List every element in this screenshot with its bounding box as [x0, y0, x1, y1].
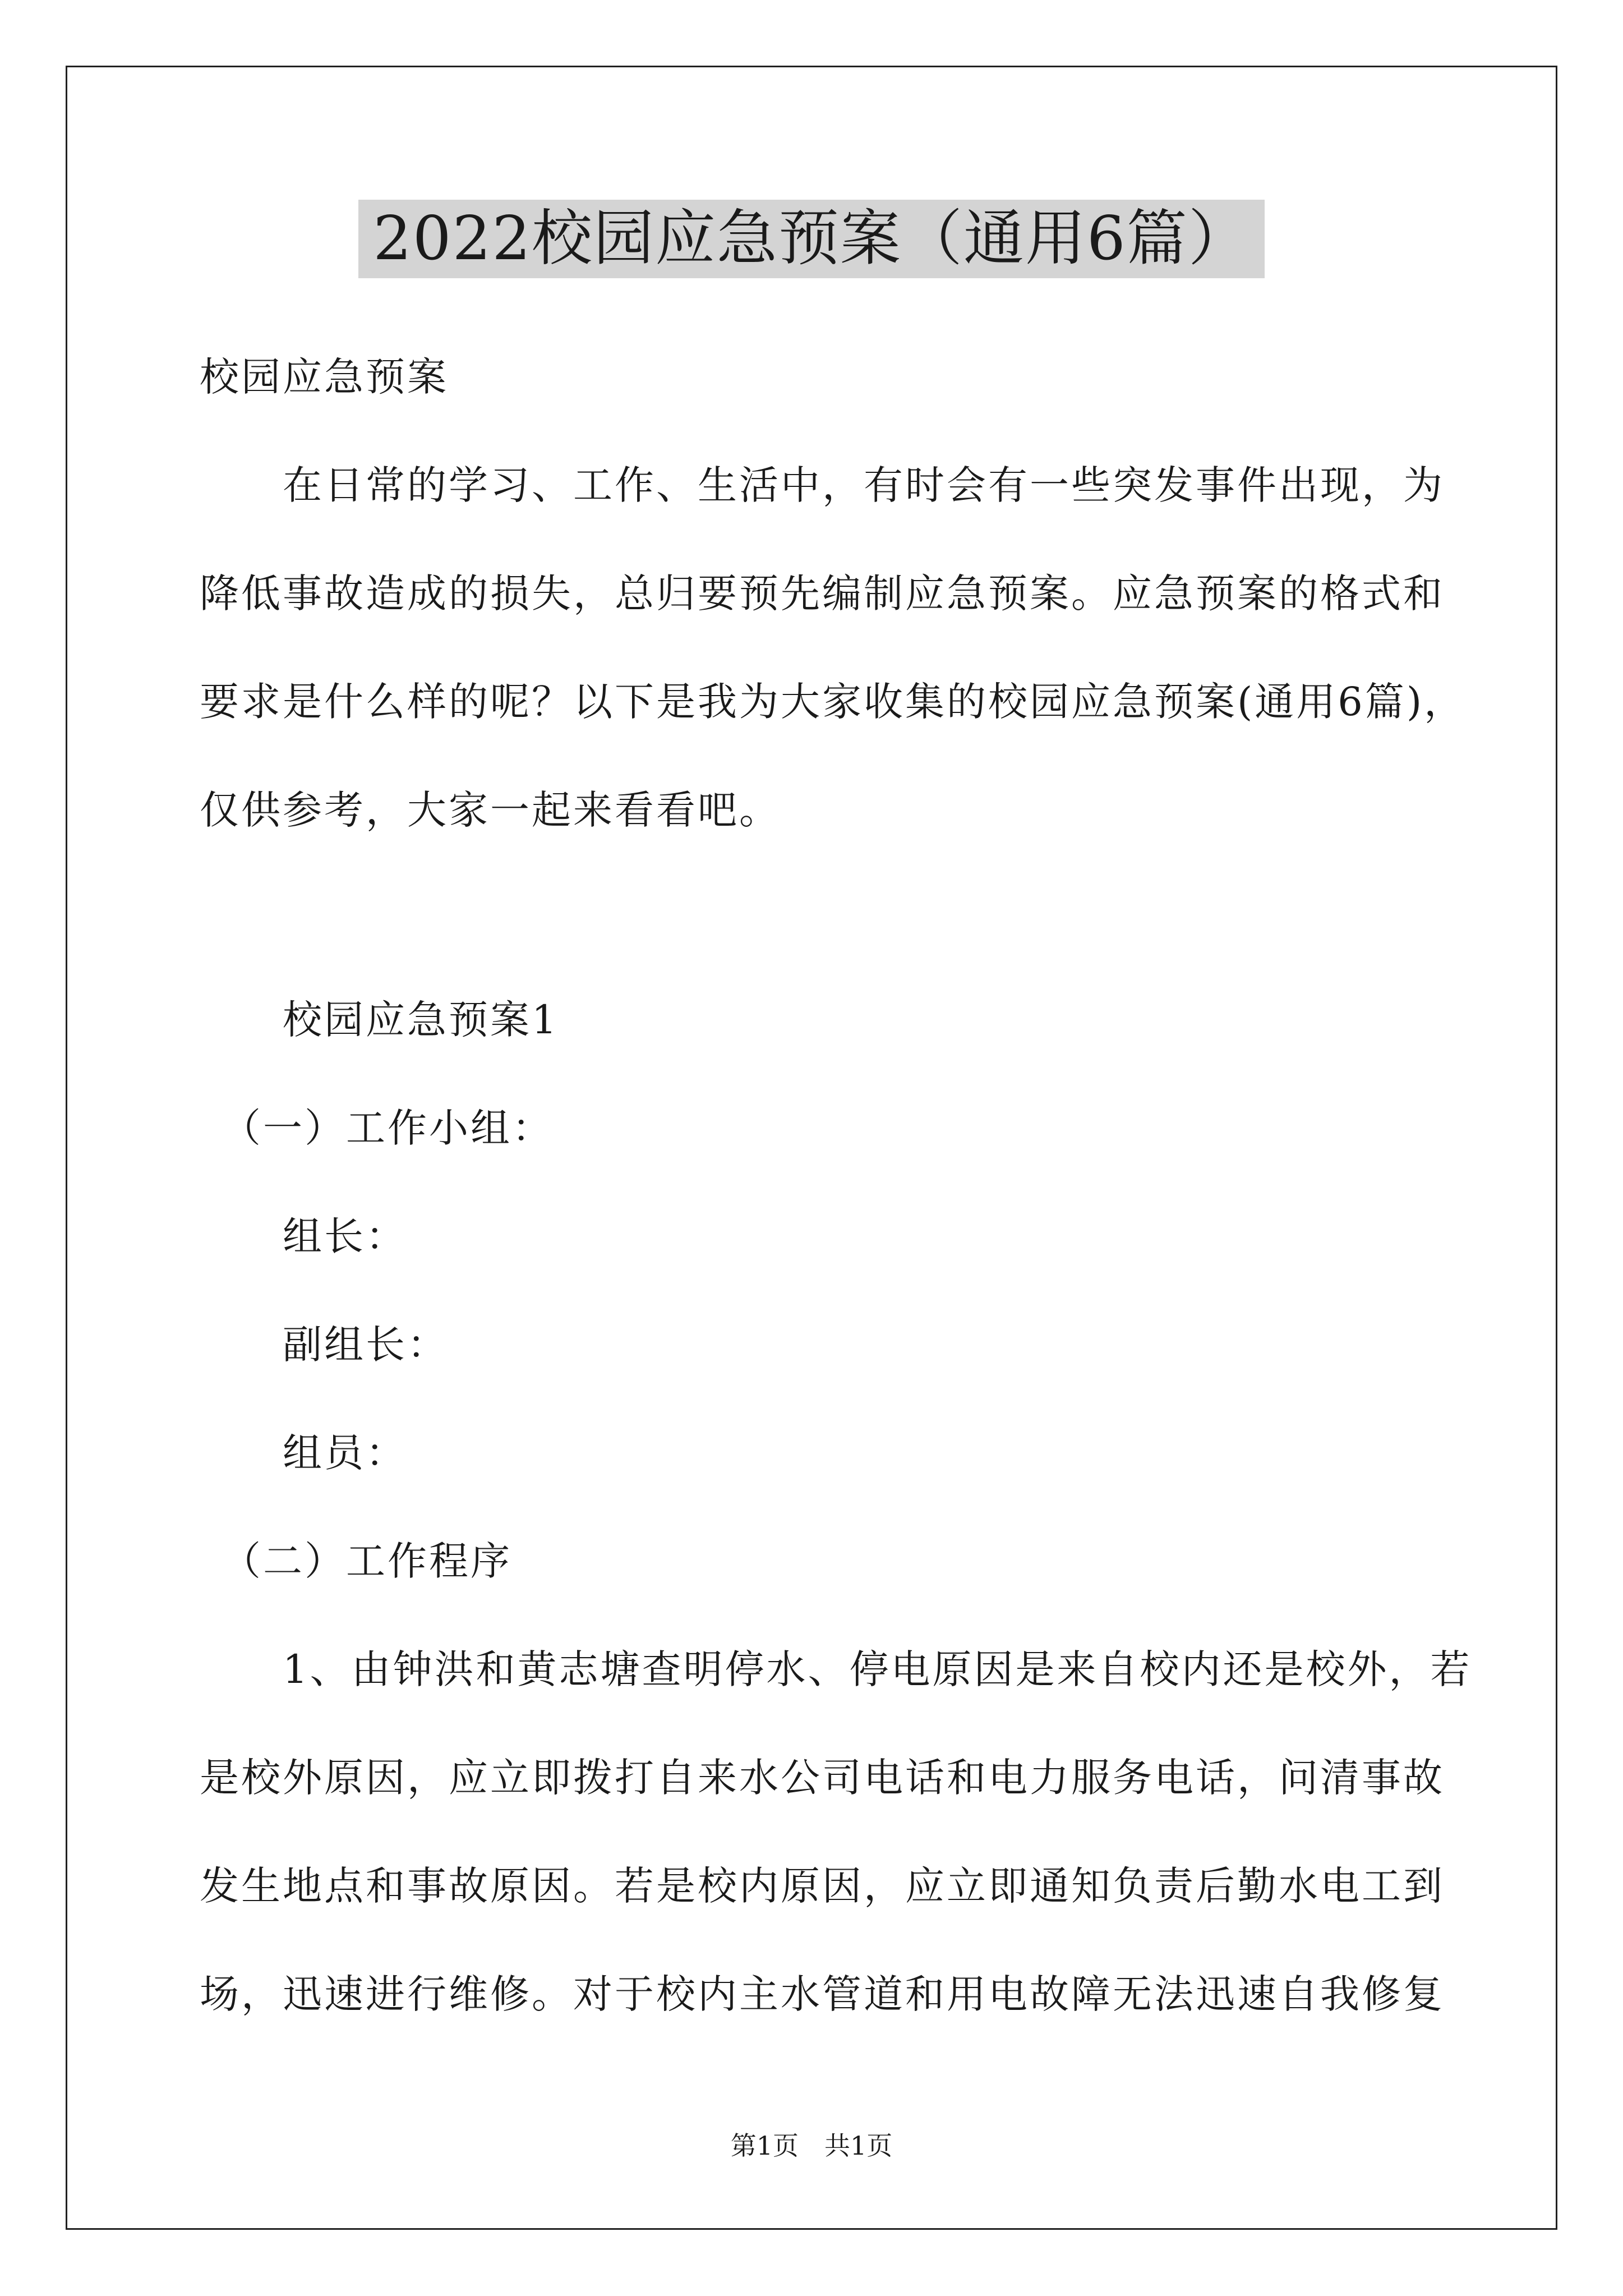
paragraph-line: 是校外原因，应立即拨打自来水公司电话和电力服务电话，问清事故	[200, 1755, 1445, 1801]
paragraph-line: 仅供参考，大家一起来看看吧。	[200, 787, 781, 833]
list-heading: （一）工作小组：	[200, 1105, 554, 1151]
paragraph-line: 在日常的学习、工作、生活中，有时会有一些突发事件出现，为	[200, 462, 1445, 508]
paragraph-line: 要求是什么样的呢？以下是我为大家收集的校园应急预案(通用6篇)，	[200, 679, 1466, 725]
list-heading: （二）工作程序	[200, 1538, 512, 1584]
title-container	[0, 200, 1623, 278]
list-item: 副组长：	[200, 1322, 449, 1368]
paragraph-line: 降低事故造成的损失，总归要预先编制应急预案。应急预案的格式和	[200, 570, 1445, 616]
paragraph-line: 场，迅速进行维修。对于校内主水管道和用电故障无法迅速自我修复	[200, 1971, 1445, 2017]
document-title: 2022校园应急预案（通用6篇）	[358, 200, 1265, 278]
paragraph-line: 1、由钟洪和黄志塘查明停水、停电原因是来自校内还是校外，若	[200, 1646, 1472, 1692]
list-item: 组长：	[200, 1213, 407, 1259]
subsection-heading: 校园应急预案1	[200, 997, 559, 1043]
list-item: 组员：	[200, 1430, 407, 1476]
paragraph-line: 发生地点和事故原因。若是校内原因，应立即通知负责后勤水电工到	[200, 1863, 1445, 1909]
page-footer: 第1页 共1页	[730, 2131, 893, 2161]
section-heading: 校园应急预案	[200, 354, 449, 400]
